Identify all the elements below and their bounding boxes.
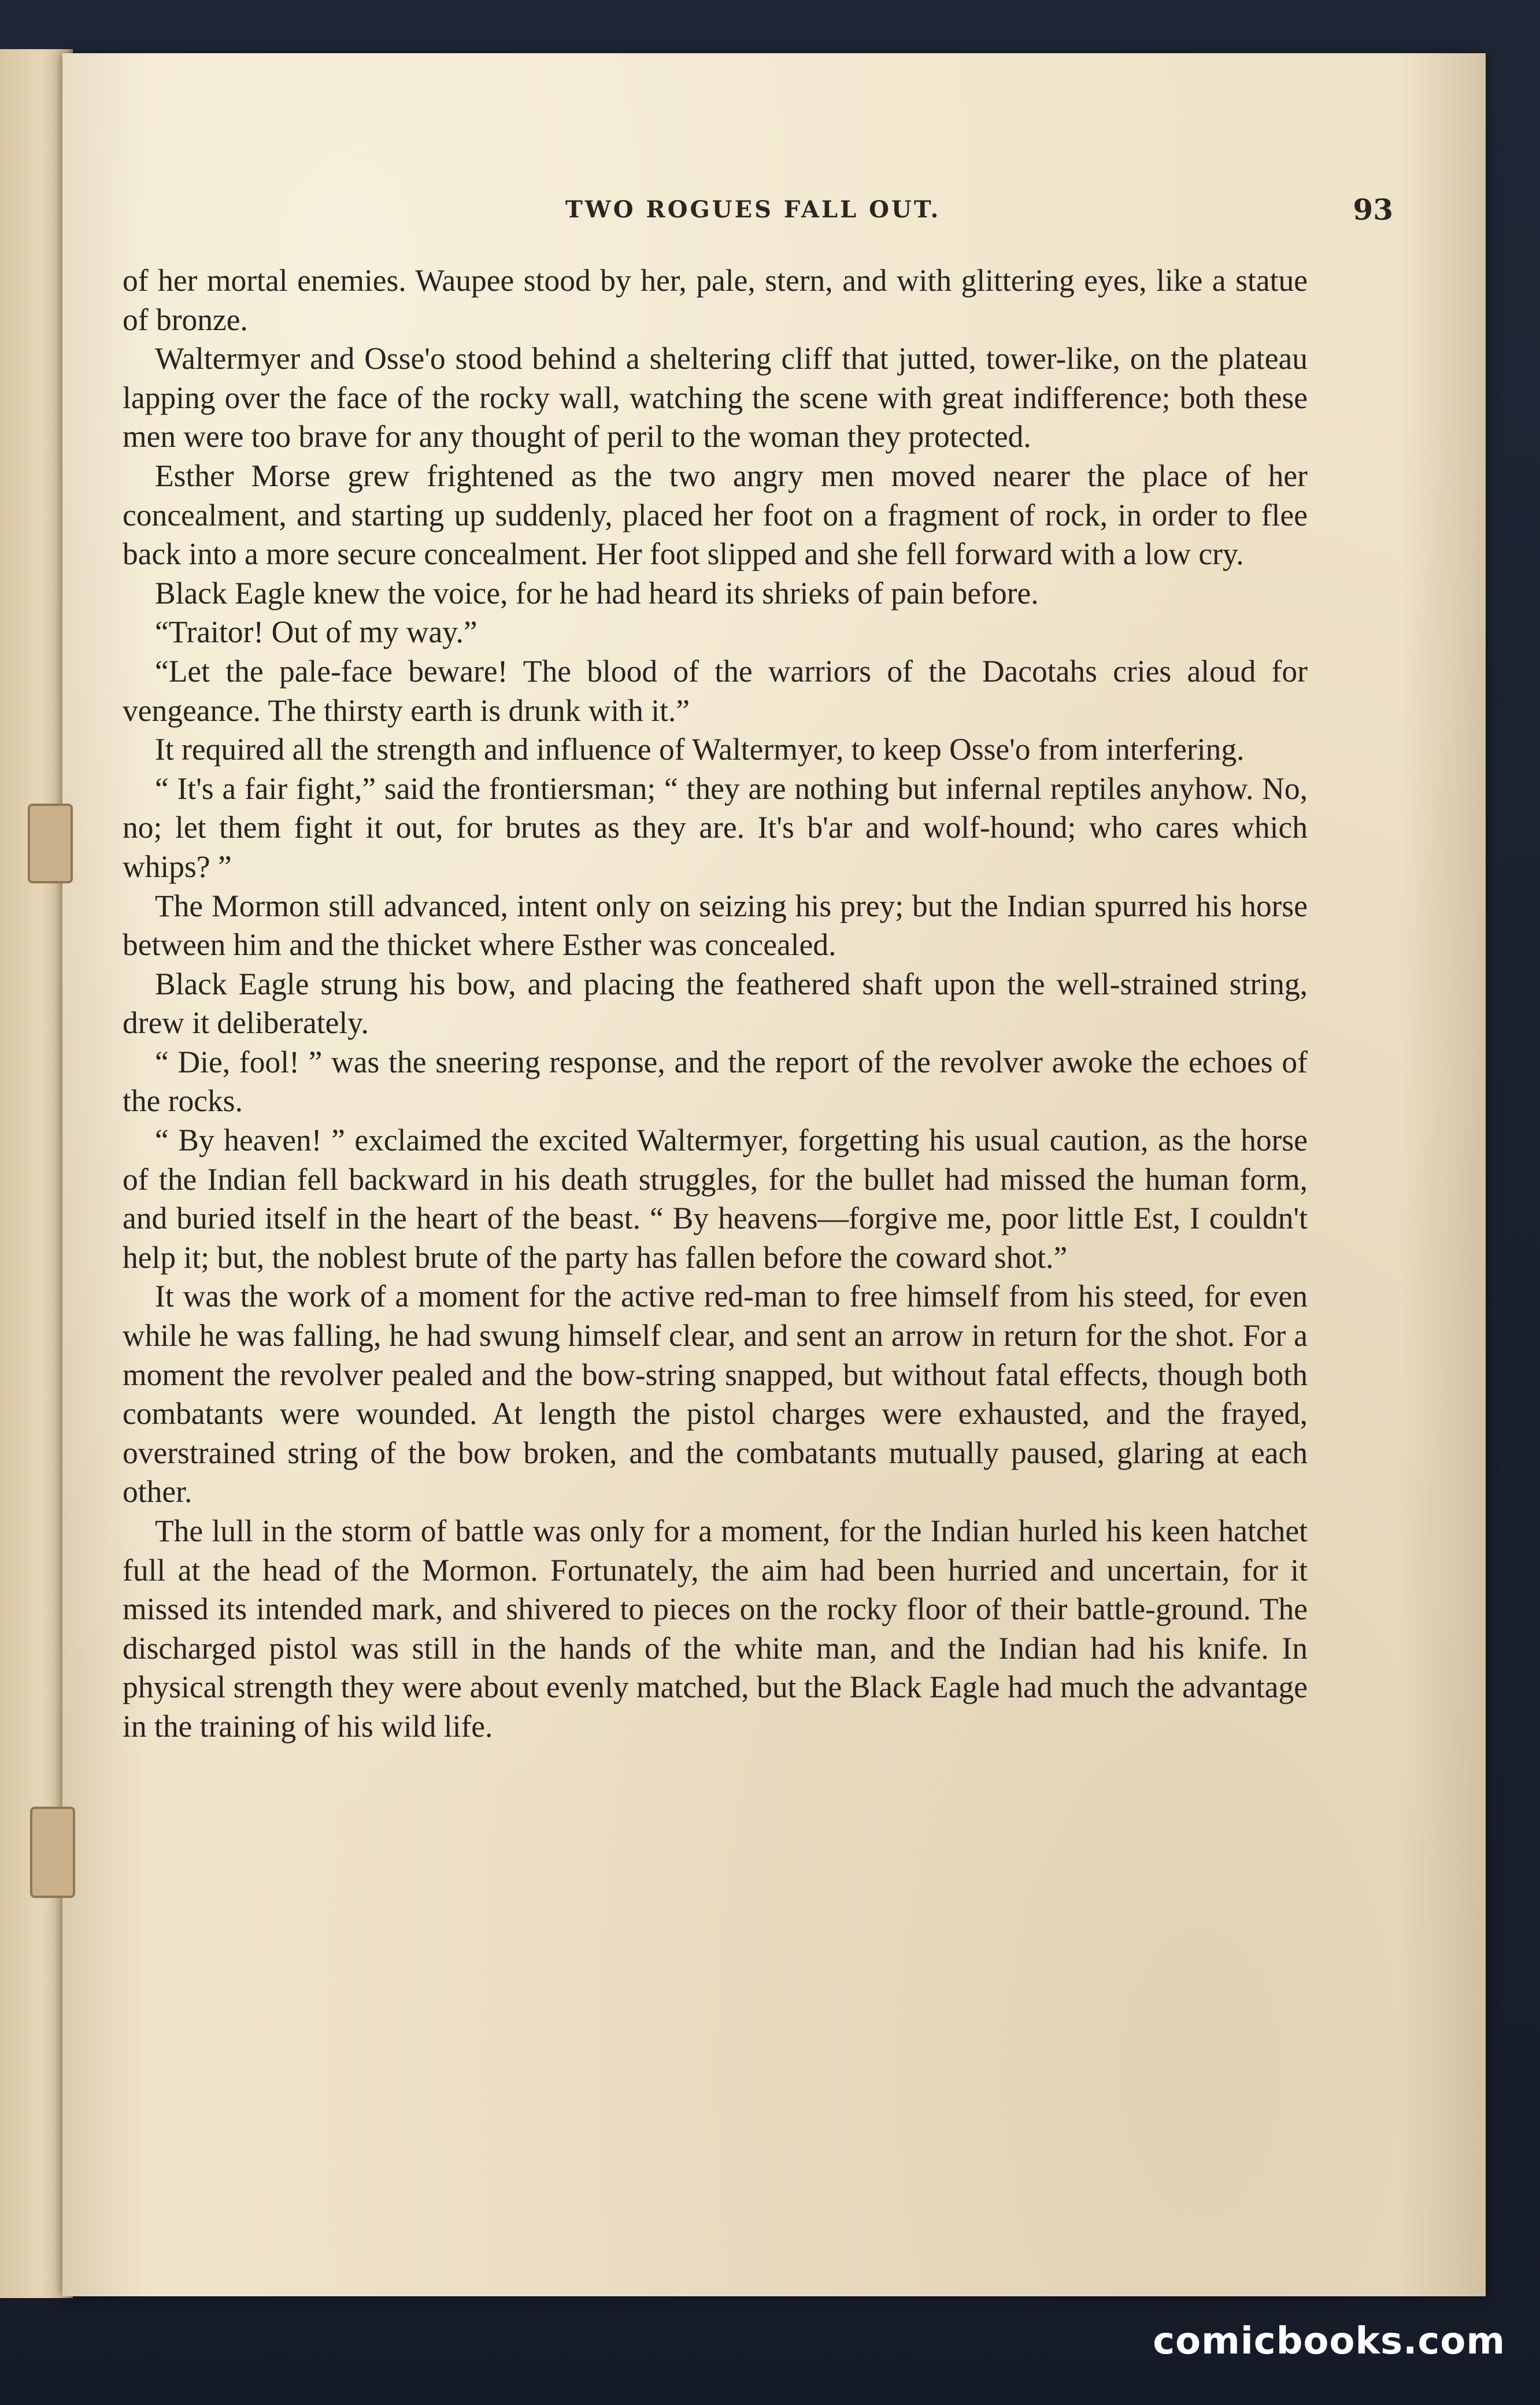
paragraph-5: “Traitor! Out of my way.” <box>155 615 477 650</box>
paragraph-11: “ Die, fool! ” was the sneering response, and the report of the revolver awoke the echoes of the rocks. <box>123 1044 1308 1119</box>
paragraph-2: Waltermyer and Osse'o stood behind a sheltering cliff that jutted, tower-like, on the plateau lapping over the face of the rocky wall, watching the scene with great indifference; both these men were too brave for any thought of peril to the woman they protected. <box>123 341 1308 454</box>
paragraph-14: The lull in the storm of battle was only for a moment, for the Indian hurled his keen hatchet full at the head of the Mormon. Fortunately, the aim had been hurried and uncertain, for it missed its intended mark, and shivered to pieces on the rocky floor of their battle-ground. The discharged pistol was still in the hands of the white man, and the Indian had his knife. In physical strength they were about evenly matched, but the Black Eagle had much the advantage in the training of his wild life. <box>123 1514 1308 1744</box>
paragraph-13: It was the work of a moment for the active red-man to free himself from his steed, for even while he was falling, he had swung himself clear, and sent an arrow in return for the shot. For a moment the revolver pealed and the bow-string snapped, but without fatal effects, though both combatants were wounded. At length the pistol charges were exhausted, and the frayed, overstrained string of the bow broken, and the combatants mutually paused, glaring at each other. <box>123 1279 1308 1509</box>
paragraph-8: “ It's a fair fight,” said the frontiersman; “ they are nothing but infernal reptiles anyhow. No, no; let them fight it out, for brutes as they are. It's b'ar and wolf-hound; who cares which whips? ” <box>123 771 1308 884</box>
paragraph-7: It required all the strength and influence of Waltermyer, to keep Osse'o from interfering. <box>155 732 1245 767</box>
binding-thread-mark <box>28 804 73 883</box>
paragraph-6: “Let the pale-face beware! The blood of the warriors of the Dacotahs cries aloud for vengeance. The thirsty earth is drunk with it.” <box>123 653 1308 728</box>
page-header <box>62 184 1486 236</box>
paragraph-1: of her mortal enemies. Waupee stood by her, pale, stern, and with glittering eyes, like a statue of bronze. <box>123 263 1308 337</box>
paragraph-9: The Mormon still advanced, intent only on seizing his prey; but the Indian spurred his horse between him and the thicket where Esther was concealed. <box>123 888 1308 963</box>
paragraph-4: Black Eagle knew the voice, for he had heard its shrieks of pain before. <box>155 575 1039 610</box>
paragraph-3: Esther Morse grew frightened as the two angry men moved nearer the place of her concealment, and starting up suddenly, placed her foot on a fragment of rock, in order to flee back into a more secure concealment. Her foot slipped and she fell forward with a low cry. <box>123 458 1308 572</box>
watermark: comicbooks.com <box>1153 2320 1505 2363</box>
paragraph-12: “ By heaven! ” exclaimed the excited Waltermyer, forgetting his usual caution, as the horse of the Indian fell backward in his death struggles, for the bullet had missed the human form, and buried itself in the heart of the beast. “ By heavens—forgive me, poor little Est, I couldn't help it; but, the noblest brute of the party has fallen before the coward shot.” <box>123 1123 1308 1275</box>
page-number: 93 <box>1353 193 1393 227</box>
running-head: TWO ROGUES FALL OUT. <box>565 196 941 223</box>
body-text <box>123 261 1308 1747</box>
paragraph-10: Black Eagle strung his bow, and placing the feathered shaft upon the well-strained string, drew it deliberately. <box>123 966 1308 1041</box>
binding-thread-mark <box>30 1807 75 1898</box>
